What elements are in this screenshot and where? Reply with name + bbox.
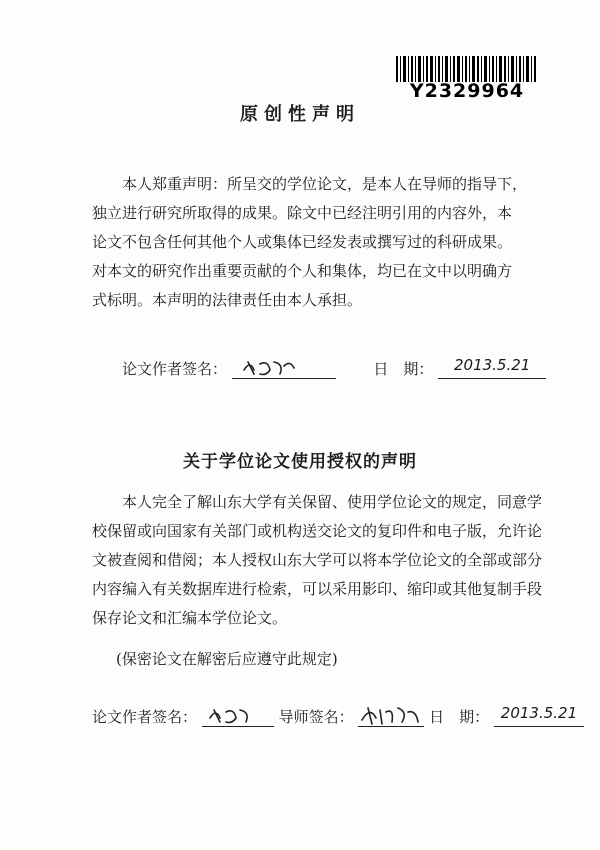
barcode-number: Y2329964 [409, 80, 525, 102]
confidential-note: (保密论文在解密后应遵守此规定) [116, 650, 338, 668]
authorization-line: 保存论文和汇编本学位论文。 [92, 609, 288, 627]
author-signature [232, 356, 336, 379]
handwritten-signature-icon [358, 704, 424, 726]
declaration-date: 2013.5.21 [438, 356, 546, 379]
authorization-line: 文被查阅和借阅；本人授权山东大学可以将本学位论文的全部或部分 [92, 551, 543, 569]
authorization-line: 内容编入有关数据库进行检索，可以采用影印、缩印或其他复制手段 [92, 580, 543, 598]
supervisor-signature-label: 导师签名： [278, 708, 354, 726]
authorization-title: 关于学位论文使用授权的声明 [183, 452, 417, 472]
declaration-body [92, 170, 528, 315]
date-label: 日 期： [429, 708, 490, 726]
author-signature-label: 论文作者签名： [122, 360, 228, 378]
handwritten-signature-icon [202, 704, 274, 726]
barcode-bars [396, 56, 538, 82]
supervisor-signature [358, 704, 424, 727]
authorization-body [92, 488, 543, 633]
declaration-signature-row [122, 356, 546, 379]
authorization-date: 2013.5.21 [494, 704, 584, 727]
declaration-line: 论文不包含任何其他个人或集体已经发表或撰写过的科研成果。 [92, 233, 513, 251]
author-signature [202, 704, 274, 727]
declaration-line: 本人郑重声明：所呈交的学位论文，是本人在导师的指导下， [122, 175, 528, 193]
date-label: 日 期： [373, 360, 434, 378]
author-signature-label: 论文作者签名： [92, 708, 198, 726]
handwritten-signature-icon [232, 356, 336, 378]
declaration-title: 原创性声明 [240, 104, 360, 125]
authorization-line: 本人完全了解山东大学有关保留、使用学位论文的规定，同意学 [122, 493, 543, 511]
declaration-line: 式标明。本声明的法律责任由本人承担。 [92, 291, 363, 309]
declaration-line: 独立进行研究所取得的成果。除文中已经注明引用的内容外，本 [92, 204, 513, 222]
barcode [392, 56, 542, 104]
declaration-line: 对本文的研究作出重要贡献的个人和集体，均已在文中以明确方 [92, 262, 513, 280]
authorization-line: 校保留或向国家有关部门或机构送交论文的复印件和电子版，允许论 [92, 522, 543, 540]
authorization-signature-row [92, 704, 584, 727]
